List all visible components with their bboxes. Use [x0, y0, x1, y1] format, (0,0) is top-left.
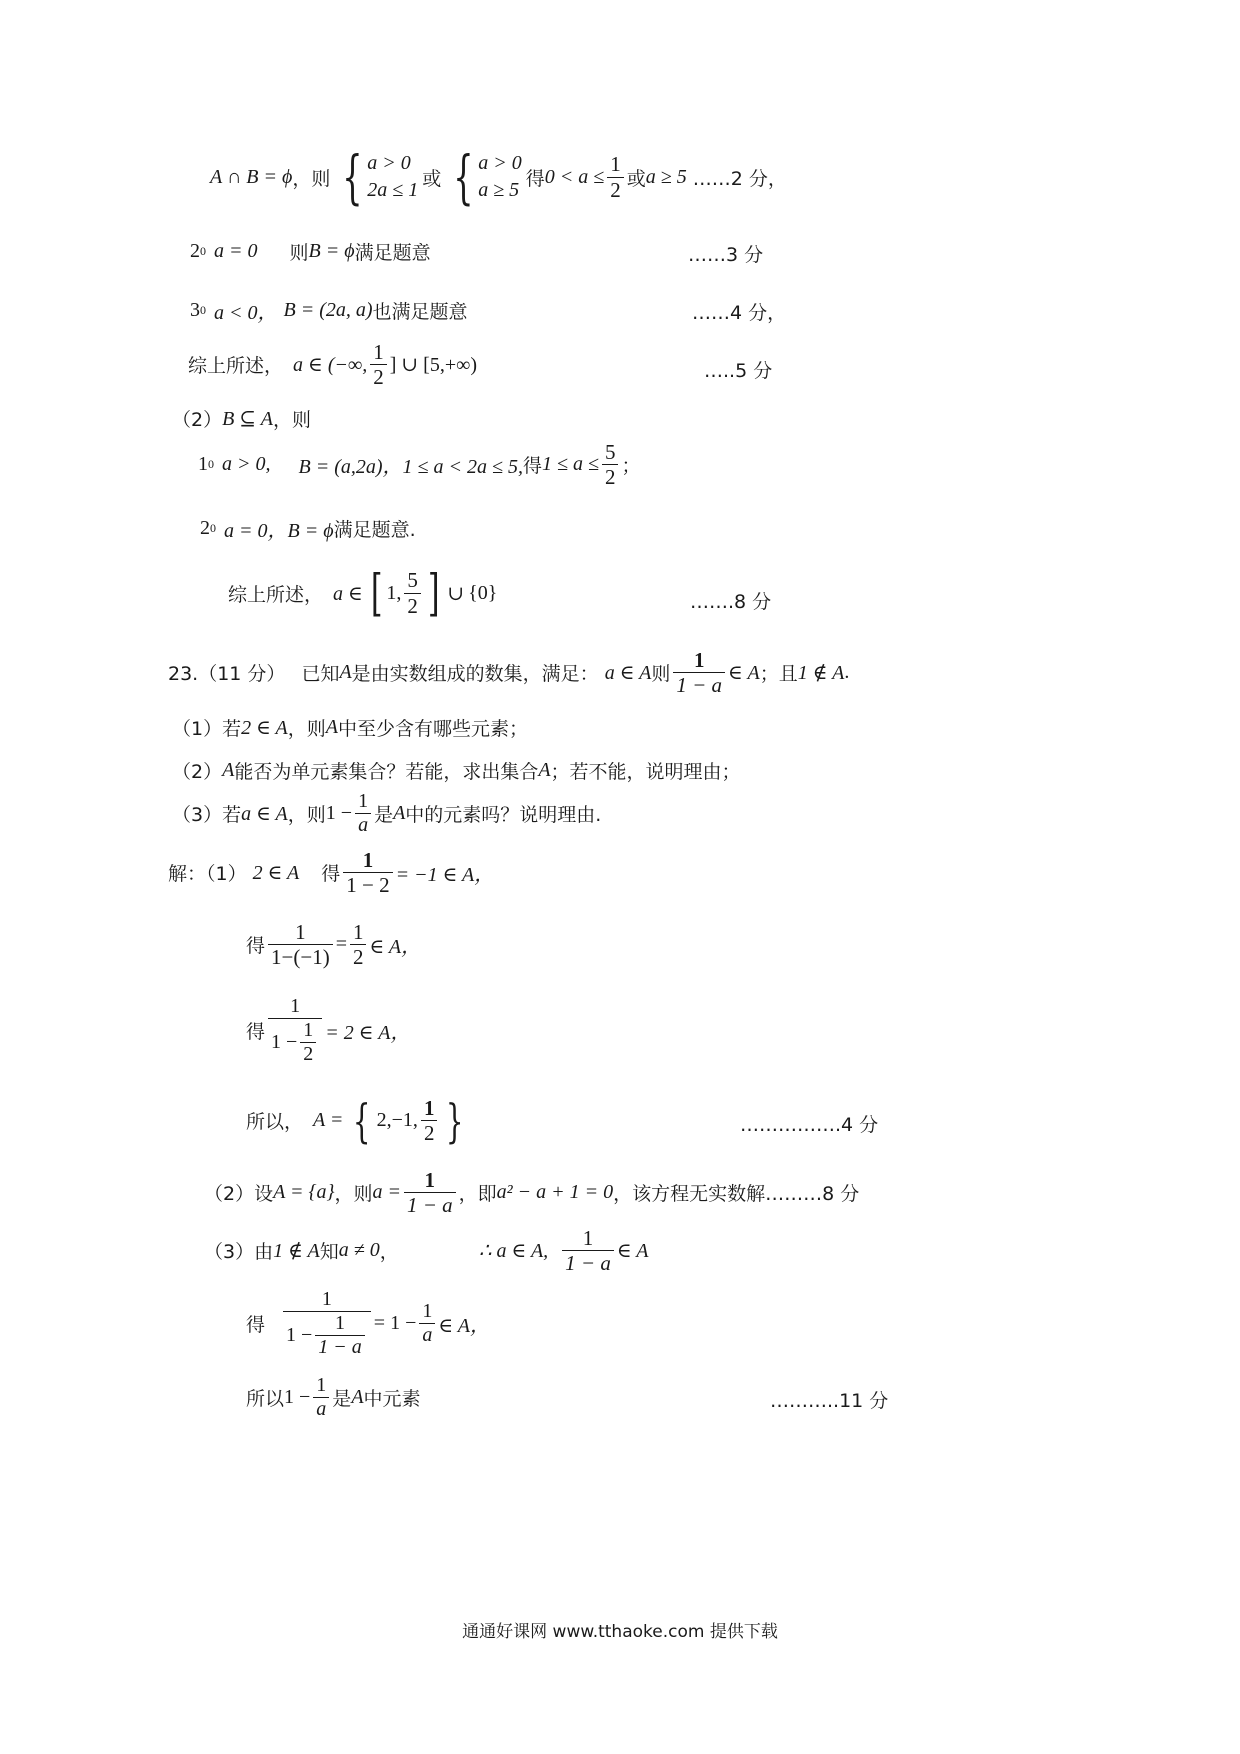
summary-label: 综上所述，: [188, 355, 284, 378]
sub2-A2: A: [538, 759, 551, 781]
sub2-label: （2）: [172, 761, 223, 783]
sol-p4-den-a: 1 −: [286, 1324, 313, 1346]
sol-p2-math: A = {a}: [273, 1181, 335, 1204]
sol-s4-score: …………….4 分: [740, 1114, 879, 1136]
summary-math-b: ] ∪ [5,+∞): [389, 354, 478, 377]
case3-line: [190, 296, 468, 325]
sol-p5-text: 是: [332, 1388, 352, 1410]
sol-part4: [246, 1288, 490, 1359]
sol-step2: [246, 920, 421, 969]
case2-sup: 0: [200, 244, 206, 258]
sol-p3-comma: ，: [379, 1241, 399, 1264]
p2-summary-interval: 1,: [386, 581, 402, 604]
page-footer: 通通好课网 www.tthaoke.com 提供下载: [462, 1622, 778, 1642]
sol-p2-text2: ，即: [458, 1183, 497, 1206]
part2-header: [172, 405, 311, 432]
sol-p2-score: ………8 分: [765, 1183, 860, 1206]
case3-sup: 0: [200, 303, 206, 317]
sol-part5: [246, 1374, 421, 1421]
case3-tail: 也满足题意: [372, 301, 468, 323]
p2c2-math: a = 0，B = ϕ: [224, 520, 334, 542]
sub3-tail: 中的元素吗？说明理由.: [405, 804, 602, 826]
q23-stem-c: ；且: [759, 663, 798, 686]
sol-s3-den-a: 1 −: [271, 1031, 298, 1053]
sol-p5-A: A: [351, 1386, 364, 1408]
p2-summary-fraction: $\frac{5}{2}$: [404, 568, 421, 617]
case2-cond: a = 0: [214, 240, 258, 262]
q23-stem-fraction: $\frac{1}{1 - a}$: [673, 648, 725, 697]
p2c1-label: 1: [198, 453, 208, 476]
sub2-tail: ；若不能，说明理由；: [550, 761, 741, 783]
part1-summary-score: …..5 分: [704, 360, 773, 382]
sub3-expr: 1 −: [325, 802, 353, 824]
q23-stem: [168, 648, 849, 697]
part1-summary: [188, 340, 477, 389]
sys1-row2: 2a ≤ 1: [367, 179, 419, 201]
p2c2-sup: 0: [210, 521, 216, 535]
sol-p2-text3: ，该方程无实数解: [613, 1183, 766, 1206]
sol-p2-math2: a =: [372, 1181, 401, 1204]
case1-line: [210, 143, 787, 211]
case2-tail: 满足题意: [354, 242, 431, 264]
sol-p4-complex-fraction: 1 1 − $\frac{1}{1 - a}$: [283, 1288, 371, 1359]
sol-p3-therefore: ∴ a ∈ A,: [478, 1240, 549, 1263]
q23-stem-b: 是由实数组成的数集，满足：: [351, 663, 599, 686]
sol-p5-label: 所以: [246, 1388, 285, 1410]
part2-summary-score: …….8 分: [690, 591, 772, 613]
q23-stem-then: 则: [651, 663, 671, 686]
sol-s4-set: 2,−1,: [376, 1109, 418, 1132]
case1-then: ，则: [292, 167, 331, 190]
part2-case1: [198, 440, 640, 489]
sys1-row1: a > 0: [367, 152, 411, 174]
q23-stem-A: A: [339, 661, 352, 684]
sol-p5-tail: 中元素: [363, 1388, 421, 1410]
sol-s2-fraction2: $\frac{1}{2}$: [350, 920, 367, 969]
q23-stem-math: a ∈ A: [604, 662, 652, 685]
sub3-fraction: $\frac{1}{a}$: [355, 790, 371, 837]
case2-label: 2: [190, 240, 200, 262]
sol-p3-math2: a ≠ 0: [338, 1239, 380, 1262]
case1-system-2: { a > 0 a ≥ 5: [453, 143, 522, 211]
part2-math: B ⊆ A: [222, 408, 273, 430]
sol-s1-fraction: $\frac{1}{1 - 2}$: [343, 848, 392, 897]
sub1-tail: 中至少含有哪些元素；: [338, 718, 529, 740]
sub2-A: A: [222, 759, 235, 781]
sol-p4-inner-fraction: $\frac{1}{1 - a}$: [315, 1312, 365, 1359]
q23-sub2: [172, 757, 741, 784]
case1-score: ……2 分，: [692, 167, 787, 190]
sol-p3-label: （3）由: [204, 1241, 274, 1264]
part2-case2: [200, 514, 416, 543]
sol-s4-label: 所以，: [246, 1111, 304, 1134]
sol-s2-fraction: $\frac{1}{1-(-1)}$: [268, 920, 333, 969]
case1-prefix: A ∩ B = ϕ: [210, 165, 293, 188]
p2-summary-label: 综上所述，: [228, 583, 324, 606]
p2-summary-union: ∪: [447, 582, 465, 605]
sol-p4-fraction: $\frac{1}{a}$: [419, 1300, 435, 1347]
case1-result-a: 0 < a ≤: [544, 165, 605, 188]
sol-p2-math3: a² − a + 1 = 0: [496, 1181, 614, 1204]
p2c1-math: a > 0,: [222, 453, 271, 476]
q23-stem-in: ∈ A: [728, 662, 760, 685]
q23-stem-math2: 1 ∉ A: [797, 662, 845, 685]
p2c1-fraction: $\frac{5}{2}$: [602, 440, 619, 489]
sol-p4-res: ∈ A，: [438, 1315, 491, 1337]
case1-result-b: a ≥ 5: [645, 165, 687, 188]
q23-stem-a: 已知: [301, 663, 340, 686]
sol-s3-get: 得: [246, 1021, 266, 1043]
sub1-text: ，则: [287, 718, 326, 740]
p2-summary-math: a ∈: [333, 582, 363, 605]
sol-p3-math: 1 ∉ A: [273, 1240, 320, 1263]
case3-score: ……4 分，: [692, 302, 787, 324]
sol-s2-get: 得: [246, 935, 266, 958]
case2-text: 则: [289, 242, 309, 264]
sys2-row1: a > 0: [478, 152, 522, 174]
case2-score: ……3 分: [688, 244, 764, 266]
case1-or: 或: [422, 167, 442, 190]
p2c2-tail: 满足题意.: [333, 519, 416, 541]
sub3-text: ，则: [287, 804, 326, 826]
sol-s1-math: 2 ∈ A: [252, 862, 300, 885]
sub2-text: 能否为单元素集合？若能，求出集合: [234, 761, 539, 783]
p2-summary-set: 0: [477, 581, 488, 604]
case3-label: 3: [190, 299, 200, 321]
sub1-label: （1）若: [172, 718, 242, 740]
case1-system-1: { a > 0 2a ≤ 1: [342, 143, 419, 211]
sol-p2-text: ，则: [334, 1183, 373, 1206]
sub1-math: 2 ∈ A: [241, 717, 288, 739]
sol-p3-text: 知: [319, 1241, 339, 1264]
sol-s4-math: A =: [313, 1109, 344, 1132]
sol-label: 解：（1）: [168, 863, 247, 886]
p2c2-label: 2: [200, 517, 210, 539]
sol-step4: 所以， A = { 2,−1, $\frac{1}{2}$ }: [246, 1093, 464, 1148]
sol-step3: [246, 995, 410, 1066]
case3-cond: a < 0，: [214, 302, 278, 324]
p2c1-math2: B = (a,2a)，1 ≤ a < 2a ≤ 5,: [298, 456, 523, 479]
case3-math: B = (2a, a): [283, 299, 373, 321]
sol-p5-fraction: $\frac{1}{a}$: [313, 1374, 329, 1421]
sub1-A: A: [325, 716, 338, 738]
sol-s1-res: = −1 ∈ A，: [395, 864, 495, 887]
sub3-label: （3）若: [172, 804, 242, 826]
case1-or2: 或: [626, 167, 646, 190]
q23-stem-end: .: [844, 661, 850, 684]
case1-fraction: $\frac{1}{2}$: [607, 152, 624, 201]
sol-s3-res: = 2 ∈ A，: [325, 1022, 411, 1044]
sol-s4-fraction: $\frac{1}{2}$: [421, 1096, 438, 1145]
q23-number: 23.（11 分）: [168, 663, 286, 686]
case2-math: B = ϕ: [308, 240, 355, 262]
sol-step1: [168, 848, 494, 897]
sol-s3-inner-fraction: $\frac{1}{2}$: [300, 1019, 316, 1066]
sol-p3-fraction: $\frac{1}{1 - a}$: [562, 1226, 614, 1275]
p2c1-res: 1 ≤ a ≤: [542, 453, 599, 476]
sys2-row2: a ≥ 5: [478, 179, 520, 201]
sub3-A: A: [393, 802, 406, 824]
sol-part3: [204, 1226, 649, 1275]
sub3-text2: 是: [374, 804, 394, 826]
sol-s2-res: ∈ A，: [369, 936, 422, 959]
part2-label: （2）: [172, 409, 223, 431]
sol-p2-fraction: $\frac{1}{1 - a}$: [404, 1168, 456, 1217]
case1-get: 得: [525, 167, 545, 190]
sol-s3-complex-fraction: 1 1 − $\frac{1}{2}$: [268, 995, 322, 1066]
sol-p2-label: （2）设: [204, 1183, 274, 1206]
p2c1-get: 得: [522, 455, 542, 478]
sol-p4-eq: = 1 −: [373, 1312, 417, 1334]
sol-p4-get: 得: [246, 1314, 266, 1336]
sol-s2-eq: =: [335, 933, 347, 956]
sol-p5-score: ………..11 分: [770, 1390, 889, 1412]
part2-summary: 综上所述， a ∈ [ 1, $\frac{5}{2}$ ] ∪ { 0 }: [228, 564, 498, 622]
sub3-math: a ∈ A: [241, 803, 288, 825]
part2-tail: ，则: [272, 409, 311, 431]
p2c1-end: ；: [621, 455, 641, 478]
summary-fraction: $\frac{1}{2}$: [370, 340, 387, 389]
p2c1-sup: 0: [208, 457, 214, 472]
sol-p3-in: ∈ A: [616, 1240, 649, 1263]
summary-math-a: a ∈ (−∞,: [293, 354, 368, 377]
sol-s1-get: 得: [321, 863, 341, 886]
sol-part2: [204, 1168, 859, 1217]
q23-sub3: [172, 790, 601, 837]
q23-sub1: [172, 714, 528, 741]
case2-line: [190, 238, 431, 265]
sol-p5-expr: 1 −: [284, 1386, 311, 1408]
